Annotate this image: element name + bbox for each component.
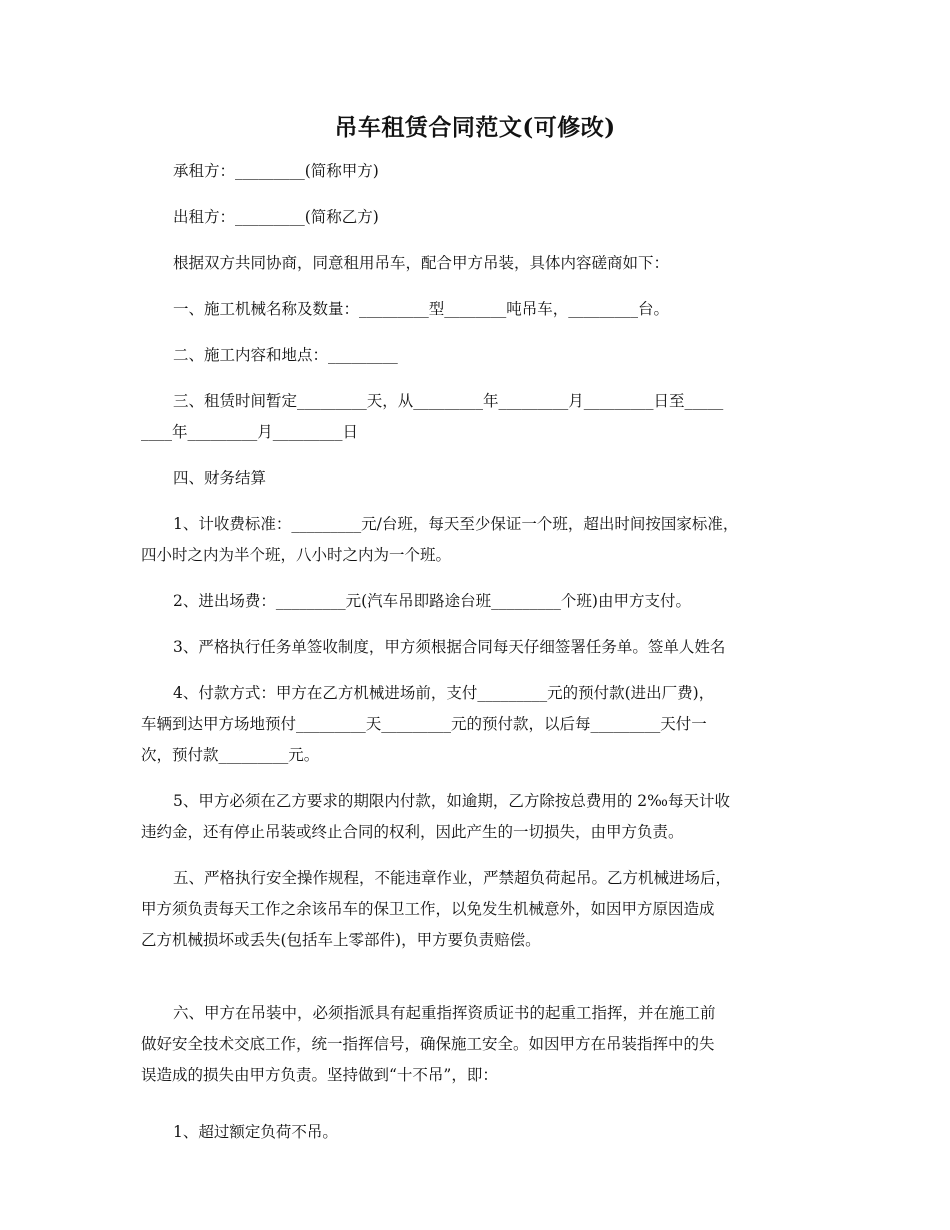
- document-title: 吊车租赁合同范文(可修改): [334, 114, 616, 141]
- paragraph-command: 六、甲方在吊装中，必须指派具有起重指挥资质证书的起重工指挥，并在施工前: [173, 1004, 716, 1022]
- list-item-overload: 1、超过额定负荷不吊。: [173, 1123, 338, 1141]
- paragraph-lease-term-cont: ____年_________月_________日: [141, 423, 359, 441]
- paragraph-command-cont-2: 误造成的损失由甲方负责。坚持做到“十不吊”，即：: [141, 1066, 498, 1084]
- paragraph-late-payment: 5、甲方必须在乙方要求的期限内付款，如逾期，乙方除按总费用的 2‰每天计收: [173, 792, 730, 810]
- paragraph-machinery: 一、施工机械名称及数量：_________型________吨吊车，_________台。: [173, 300, 670, 318]
- paragraph-task-sheet: 3、严格执行任务单签收制度，甲方须根据合同每天仔细签署任务单。签单人姓名: [173, 638, 726, 656]
- paragraph-lessor: 出租方：_________(简称乙方): [173, 208, 379, 226]
- paragraph-payment-cont-1: 车辆到达甲方场地预付_________天_________元的预付款，以后每_________天付一: [141, 715, 707, 733]
- section-finance-heading: 四、财务结算: [173, 469, 267, 487]
- paragraph-location: 二、施工内容和地点：_________: [173, 346, 398, 364]
- paragraph-lessee: 承租方：_________(简称甲方): [173, 162, 379, 180]
- paragraph-fee-standard: 1、计收费标准：_________元/台班，每天至少保证一个班，超出时间按国家标准，: [173, 515, 739, 533]
- paragraph-entry-fee: 2、进出场费：_________元(汽车吊即路途台班_________个班)由甲方支付。: [173, 592, 691, 610]
- paragraph-lease-term: 三、租赁时间暂定_________天，从_________年_________月_________日至_____: [173, 392, 724, 410]
- paragraph-late-payment-cont: 违约金，还有停止吊装或终止合同的权利，因此产生的一切损失，由甲方负责。: [141, 823, 684, 841]
- paragraph-safety-cont-1: 甲方须负责每天工作之余该吊车的保卫工作，以免发生机械意外，如因甲方原因造成: [141, 900, 715, 918]
- paragraph-command-cont-1: 做好安全技术交底工作，统一指挥信号，确保施工安全。如因甲方在吊装指挥中的失: [141, 1035, 715, 1053]
- paragraph-payment-cont-2: 次，预付款_________元。: [141, 746, 320, 764]
- paragraph-fee-standard-cont: 四小时之内为半个班，八小时之内为一个班。: [141, 546, 452, 564]
- paragraph-safety-cont-2: 乙方机械损坏或丢失(包括车上零部件)，甲方要负责赔偿。: [141, 931, 541, 949]
- paragraph-preamble: 根据双方共同协商，同意租用吊车，配合甲方吊装，具体内容磋商如下：: [173, 254, 670, 272]
- paragraph-safety: 五、严格执行安全操作规程，不能违章作业，严禁超负荷起吊。乙方机械进场后，: [173, 869, 732, 887]
- paragraph-payment: 4、付款方式：甲方在乙方机械进场前，支付_________元的预付款(进出厂费)，: [173, 684, 715, 702]
